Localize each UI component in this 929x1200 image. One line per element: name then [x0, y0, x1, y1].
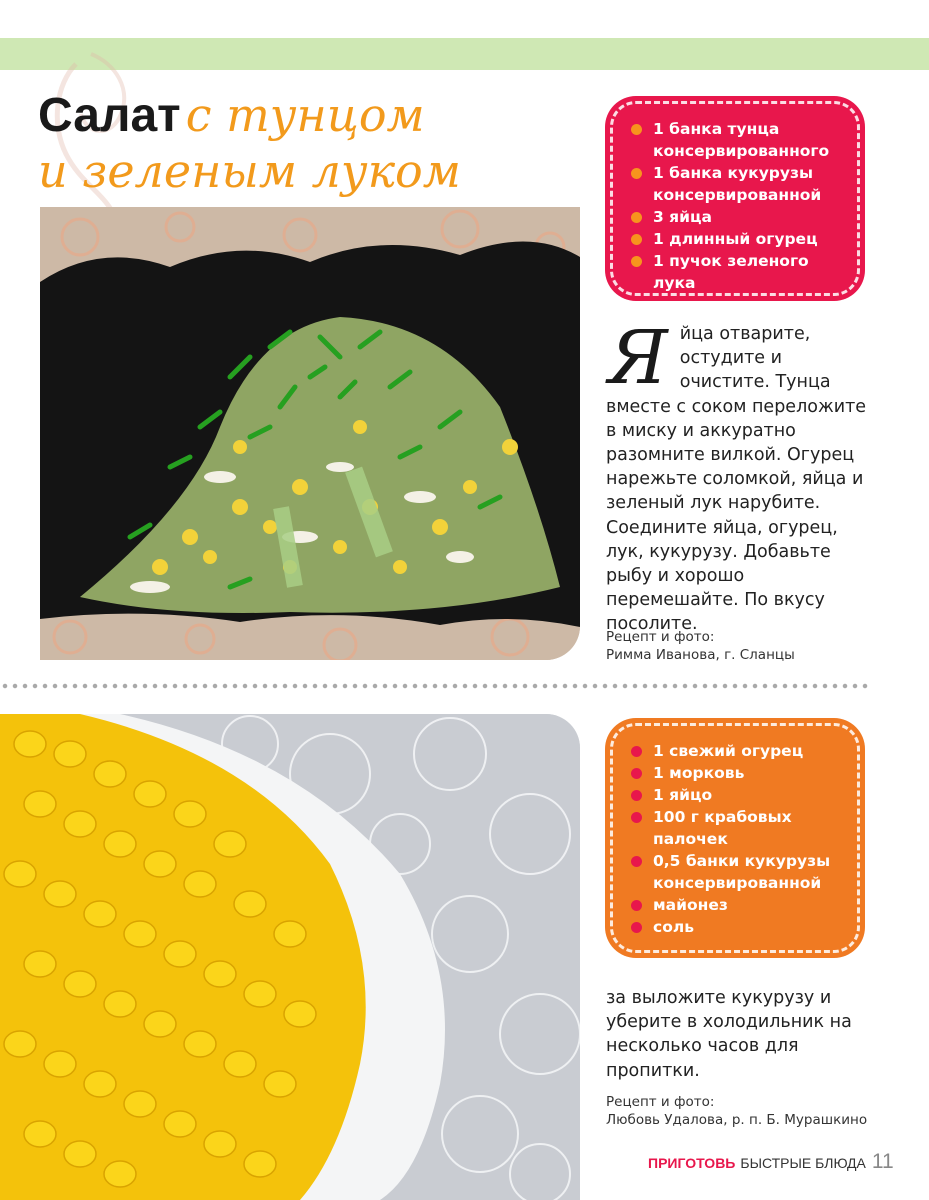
- page-footer: [648, 1150, 894, 1174]
- ingredient-item: 3 яйца: [629, 206, 839, 228]
- recipe1-instructions: [606, 315, 868, 637]
- recipe1-ingredients-box: [610, 101, 860, 296]
- bullet-dot-icon: [631, 746, 642, 757]
- bullet-dot-icon: [631, 922, 642, 933]
- bullet-dot-icon: [631, 234, 642, 245]
- bullet-dot-icon: [631, 790, 642, 801]
- recipe2-instructions: за выложите кукурузу и уберите в холодильник на несколько часов для пропитки.: [606, 988, 852, 1081]
- page-number: 11: [871, 1150, 894, 1173]
- bullet-dot-icon: [631, 124, 642, 135]
- bullet-dot-icon: [631, 212, 642, 223]
- credit-label: Рецепт и фото:: [606, 629, 715, 645]
- ingredient-item: 0,5 банки кукурузы консервированной: [629, 850, 839, 894]
- ingredient-item: 1 банка тунца консервированного: [629, 118, 839, 162]
- recipe1-credit: [606, 628, 906, 664]
- salad-tuna-photo: [40, 207, 580, 660]
- ingredient-item: 1 длинный огурец: [629, 228, 839, 250]
- magazine-brand: ПРИГОТОВЬ: [648, 1155, 736, 1171]
- ingredient-item: майонез: [629, 894, 839, 916]
- drop-cap: Я: [608, 315, 668, 401]
- recipe2-ingredient-list: [629, 740, 839, 938]
- ingredient-item: 1 пучок зеленого лука: [629, 250, 839, 294]
- recipe1-title: [38, 88, 461, 198]
- bullet-dot-icon: [631, 900, 642, 911]
- bullet-dot-icon: [631, 168, 642, 179]
- bullet-dot-icon: [631, 256, 642, 267]
- title-word2: с тунцом: [185, 88, 425, 142]
- recipe2-ingredients-box: [610, 723, 860, 953]
- ingredient-item: 1 банка кукурузы консервированной: [629, 162, 839, 206]
- credit-label: Рецепт и фото:: [606, 1094, 715, 1110]
- ingredient-item: 1 свежий огурец: [629, 740, 839, 762]
- bullet-dot-icon: [631, 768, 642, 779]
- ingredient-item: соль: [629, 916, 839, 938]
- title-word1: Салат: [38, 89, 181, 142]
- section-name: БЫСТРЫЕ БЛЮДА: [740, 1155, 866, 1171]
- header-band: [0, 38, 929, 70]
- recipe2-credit: [606, 1093, 906, 1129]
- salad-corn-photo: [0, 714, 580, 1200]
- ingredient-item: 1 морковь: [629, 762, 839, 784]
- ingredient-item: 100 г крабовых палочек: [629, 806, 839, 850]
- recipe1-ingredient-list: [629, 118, 839, 294]
- credit-author: Римма Иванова, г. Сланцы: [606, 647, 795, 663]
- bullet-dot-icon: [631, 812, 642, 823]
- bullet-dot-icon: [631, 856, 642, 867]
- ingredient-item: 1 яйцо: [629, 784, 839, 806]
- section-divider: [0, 683, 870, 689]
- title-line2: и зеленым луком: [38, 144, 461, 198]
- credit-author: Любовь Удалова, р. п. Б. Мурашкино: [606, 1112, 868, 1128]
- recipe1-body-text: йца отварите, остудите и очистите. Тунца вместе с соком переложите в миску и аккуратно разомните вилкой. Огурец нарежьте соломкой, яйца и зеленый лук нарубите. Соедините яйца, огурец, лук, кукурузу. Добавьте рыбу и хорошо перемешайте. По вкусу посолите.: [606, 324, 867, 635]
